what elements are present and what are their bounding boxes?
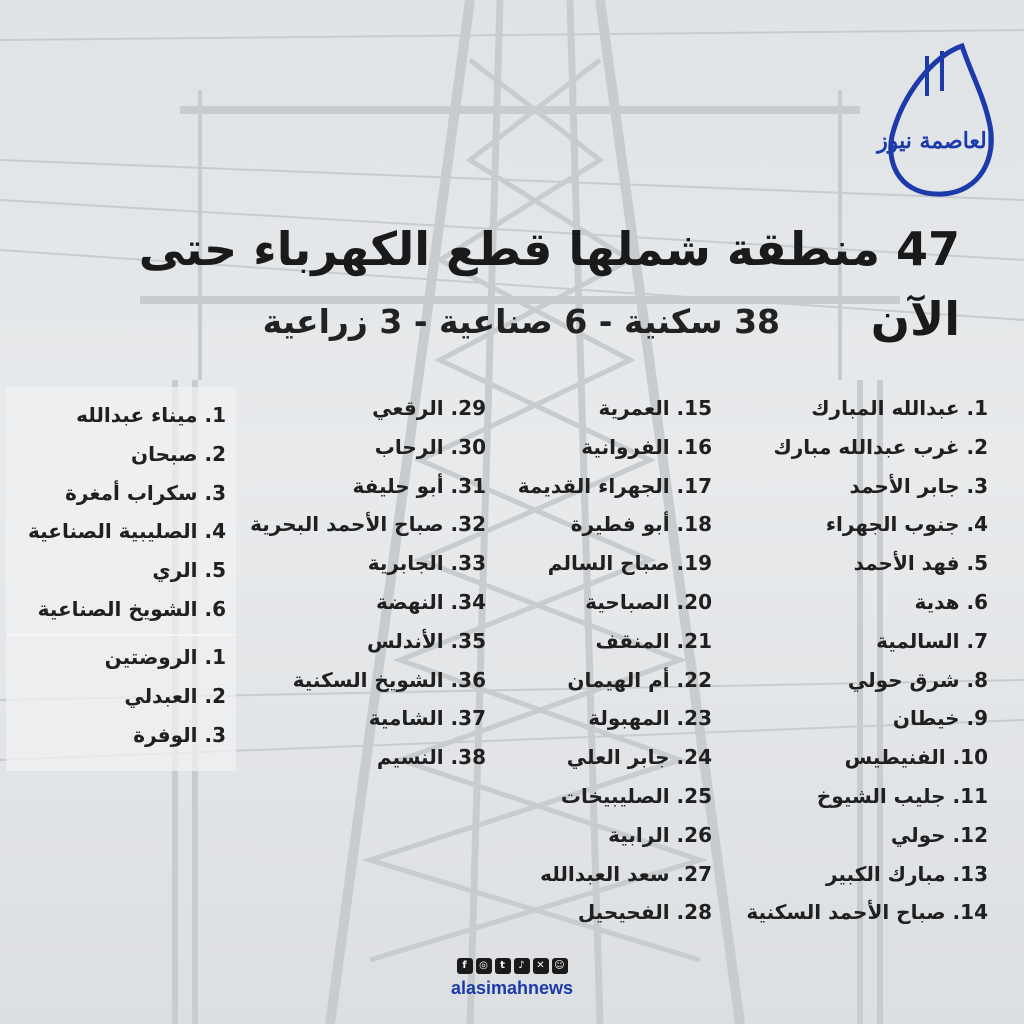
list-item: 35. الأندلس [367, 628, 486, 653]
list-item: 29. الرقعي [372, 396, 486, 420]
list-item: 3. سكراب أمغرة [65, 480, 226, 505]
list-item: 38. النسيم [376, 745, 486, 770]
list-item: 18. أبو فطيرة [570, 512, 712, 537]
list-item: 27. سعد العبدالله [540, 861, 712, 886]
list-item: 24. جابر العلي [566, 745, 712, 770]
list-item: 2. غرب عبدالله مبارك [773, 434, 988, 459]
list-item: 20. الصباحية [585, 589, 712, 614]
agricultural-list [1, 638, 226, 754]
x-icon[interactable]: ✕ [533, 958, 549, 974]
list-item: 26. الرابية [608, 822, 712, 847]
list-item: 13. مبارك الكبير [825, 861, 988, 886]
list-item: 15. العمرية [598, 396, 712, 420]
list-item: 17. الجهراء القديمة [517, 473, 712, 498]
list-item: 33. الجابرية [367, 551, 486, 576]
facebook-icon[interactable]: f [457, 958, 473, 974]
list-item: 14. صباح الأحمد السكنية [746, 900, 988, 925]
list-item: 9. خيطان [892, 706, 988, 731]
residential-list-1 [688, 389, 988, 932]
list-item: 21. المنقف [595, 628, 712, 653]
list-item: 2. صبحان [131, 441, 226, 466]
snapchat-icon[interactable]: ☺ [552, 958, 568, 974]
list-item: 4. جنوب الجهراء [825, 512, 988, 537]
list-item: 5. فهد الأحمد [853, 551, 988, 576]
list-item: 6. الشويخ الصناعية [37, 596, 226, 621]
list-item: 31. أبو حليفة [352, 473, 486, 498]
social-icons [412, 958, 612, 974]
list-item: 25. الصليبيخات [560, 783, 712, 808]
list-item: 7. السالمية [876, 628, 988, 653]
instagram-icon[interactable]: ◎ [476, 958, 492, 974]
list-item: 36. الشويخ السكنية [292, 667, 486, 692]
list-item: 34. النهضة [376, 589, 486, 614]
twitter-icon[interactable]: t [495, 958, 511, 974]
list-item: 4. الصليبية الصناعية [27, 519, 226, 544]
logo-text: العاصمة نيوز [877, 128, 993, 154]
account-handle[interactable]: alasimahnews [450, 978, 574, 998]
residential-list-2 [482, 389, 712, 932]
list-item: 1. الروضتين [104, 645, 226, 669]
list-item: 8. شرق حولي [847, 667, 988, 692]
list-item: 16. الفروانية [581, 434, 712, 459]
list-item: 11. جليب الشيوخ [816, 783, 988, 808]
list-item: 23. المهبولة [588, 706, 712, 731]
list-item: 1. ميناء عبدالله [76, 403, 226, 427]
list-item: 3. جابر الأحمد [849, 473, 988, 498]
list-item: 5. الري [152, 558, 226, 583]
alasimah-logo [872, 36, 998, 204]
list-item: 32. صباح الأحمد البحرية [250, 512, 486, 537]
list-item: 6. هدية [914, 589, 988, 614]
list-item: 1. عبدالله المبارك [811, 396, 988, 420]
list-item: 10. الفنيطيس [844, 745, 988, 770]
tiktok-icon[interactable]: ♪ [514, 958, 530, 974]
page-title: 47 منطقة شملها قطع الكهرباء حتى الآن [138, 222, 960, 346]
list-item: 22. أم الهيمان [567, 667, 712, 692]
panel-divider [6, 634, 236, 636]
list-item: 3. الوفرة [133, 722, 226, 747]
list-item: 12. حولي [890, 822, 988, 847]
list-item: 19. صباح السالم [547, 551, 712, 576]
industrial-list [1, 396, 226, 629]
list-item: 2. العبدلي [124, 683, 226, 708]
list-item: 30. الرحاب [374, 434, 486, 459]
footer [412, 958, 612, 999]
page-subtitle: 38 سكنية - 6 صناعية - 3 زراعية [262, 302, 780, 341]
list-item: 28. الفحيحيل [577, 900, 712, 925]
list-item: 37. الشامية [368, 706, 486, 731]
